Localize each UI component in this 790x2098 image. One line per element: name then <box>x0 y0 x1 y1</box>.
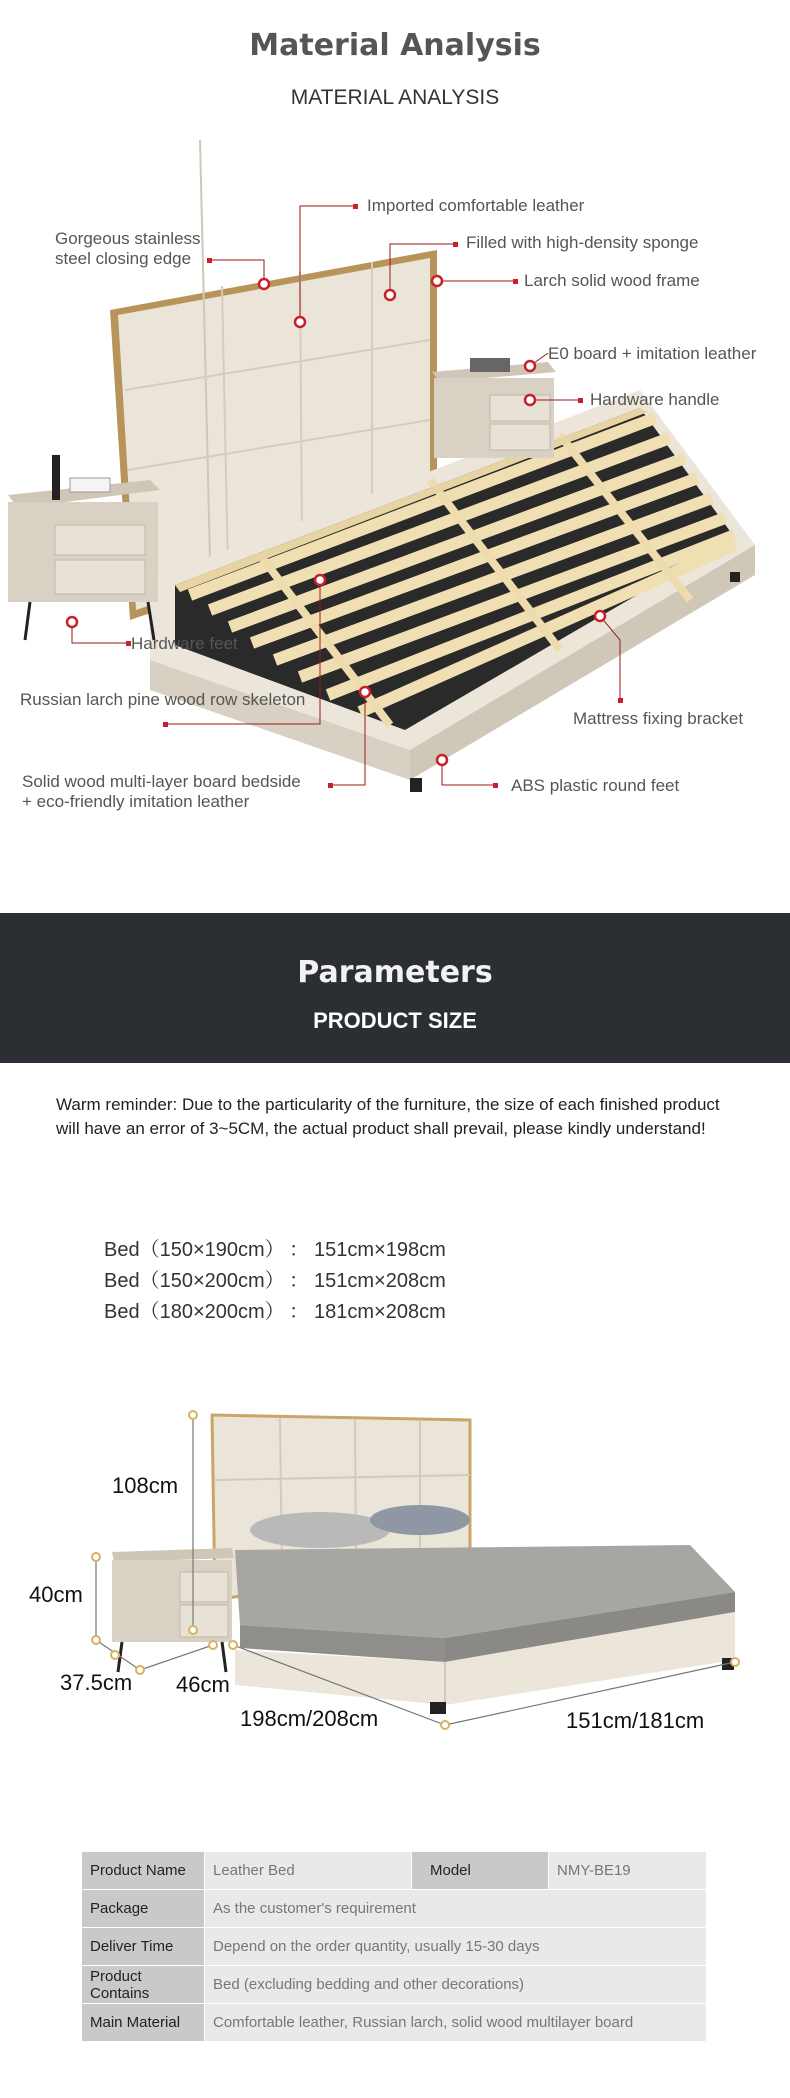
callout-high-density-sponge: Filled with high-density sponge <box>466 233 699 252</box>
callout-e0-board: E0 board + imitation leather <box>548 344 757 363</box>
dim-headboard-height: 108cm <box>112 1473 179 1498</box>
size-value: 151cm×208cm <box>314 1270 446 1292</box>
model-label: Model <box>412 1852 549 1890</box>
callout-hardware-handle: Hardware handle <box>590 390 720 409</box>
main-material-label: Main Material <box>82 2004 205 2042</box>
material-subtitle: MATERIAL ANALYSIS <box>290 86 500 109</box>
callout-bedside-board: Solid wood multi-layer board bedside + eco-friendly imitation leather <box>22 772 301 811</box>
table-row <box>82 1890 707 1928</box>
table-row <box>82 1966 707 2004</box>
parameters-title: Parameters <box>297 955 493 990</box>
dim-bed-length: 198cm/208cm <box>240 1706 379 1731</box>
size-separator: ： <box>289 1301 309 1323</box>
callout-mattress-bracket: Mattress fixing bracket <box>573 709 744 728</box>
callout-hardware-feet: Hardware feet <box>131 634 238 653</box>
bed-dimension-illustration <box>0 1400 790 1760</box>
table-row <box>82 1928 707 1966</box>
product-name-value: Leather Bed <box>205 1852 412 1890</box>
dim-nightstand-width: 46cm <box>176 1672 230 1697</box>
table-row <box>82 2004 707 2042</box>
size-bed-label: Bed（150×200cm） <box>104 1270 285 1292</box>
size-separator: ： <box>289 1239 309 1261</box>
size-row <box>104 1233 446 1262</box>
spec-table <box>81 1851 707 2042</box>
main-material-value: Comfortable leather, Russian larch, solid wood multilayer board <box>205 2004 707 2042</box>
package-value: As the customer's requirement <box>205 1890 707 1928</box>
size-row <box>104 1264 446 1293</box>
table-row <box>82 1852 707 1890</box>
dim-nightstand-height: 40cm <box>29 1582 83 1607</box>
callout-abs-feet: ABS plastic round feet <box>511 776 680 795</box>
size-value: 151cm×198cm <box>314 1239 446 1261</box>
size-bed-label: Bed（180×200cm） <box>104 1301 285 1323</box>
size-value: 181cm×208cm <box>314 1301 446 1323</box>
size-separator: ： <box>289 1270 309 1292</box>
deliver-time-value: Depend on the order quantity, usually 15-30 days <box>205 1928 707 1966</box>
product-contains-label: Product Contains <box>82 1966 205 2004</box>
callout-larch-skeleton: Russian larch pine wood row skeleton <box>20 690 306 709</box>
size-row <box>104 1295 446 1324</box>
dim-bed-width: 151cm/181cm <box>566 1708 705 1733</box>
callout-imported-leather: Imported comfortable leather <box>367 196 585 215</box>
size-bed-label: Bed（150×190cm） <box>104 1239 285 1261</box>
callout-stainless-edge: Gorgeous stainless steel closing edge <box>55 229 201 268</box>
deliver-time-label: Deliver Time <box>82 1928 205 1966</box>
dim-nightstand-depth: 37.5cm <box>60 1670 133 1695</box>
material-title: Material Analysis <box>249 28 541 63</box>
callout-larch-frame: Larch solid wood frame <box>524 271 700 290</box>
package-label: Package <box>82 1890 205 1928</box>
product-contains-value: Bed (excluding bedding and other decorations) <box>205 1966 707 2004</box>
product-size-subtitle: PRODUCT SIZE <box>313 1008 477 1033</box>
product-name-label: Product Name <box>82 1852 205 1890</box>
warm-reminder-text: Warm reminder: Due to the particularity of the furniture, the size of each finished product will have an error of 3~5CM, the actual product shall prevail, please kindly understand! <box>56 1095 720 1138</box>
model-value: NMY-BE19 <box>549 1852 707 1890</box>
